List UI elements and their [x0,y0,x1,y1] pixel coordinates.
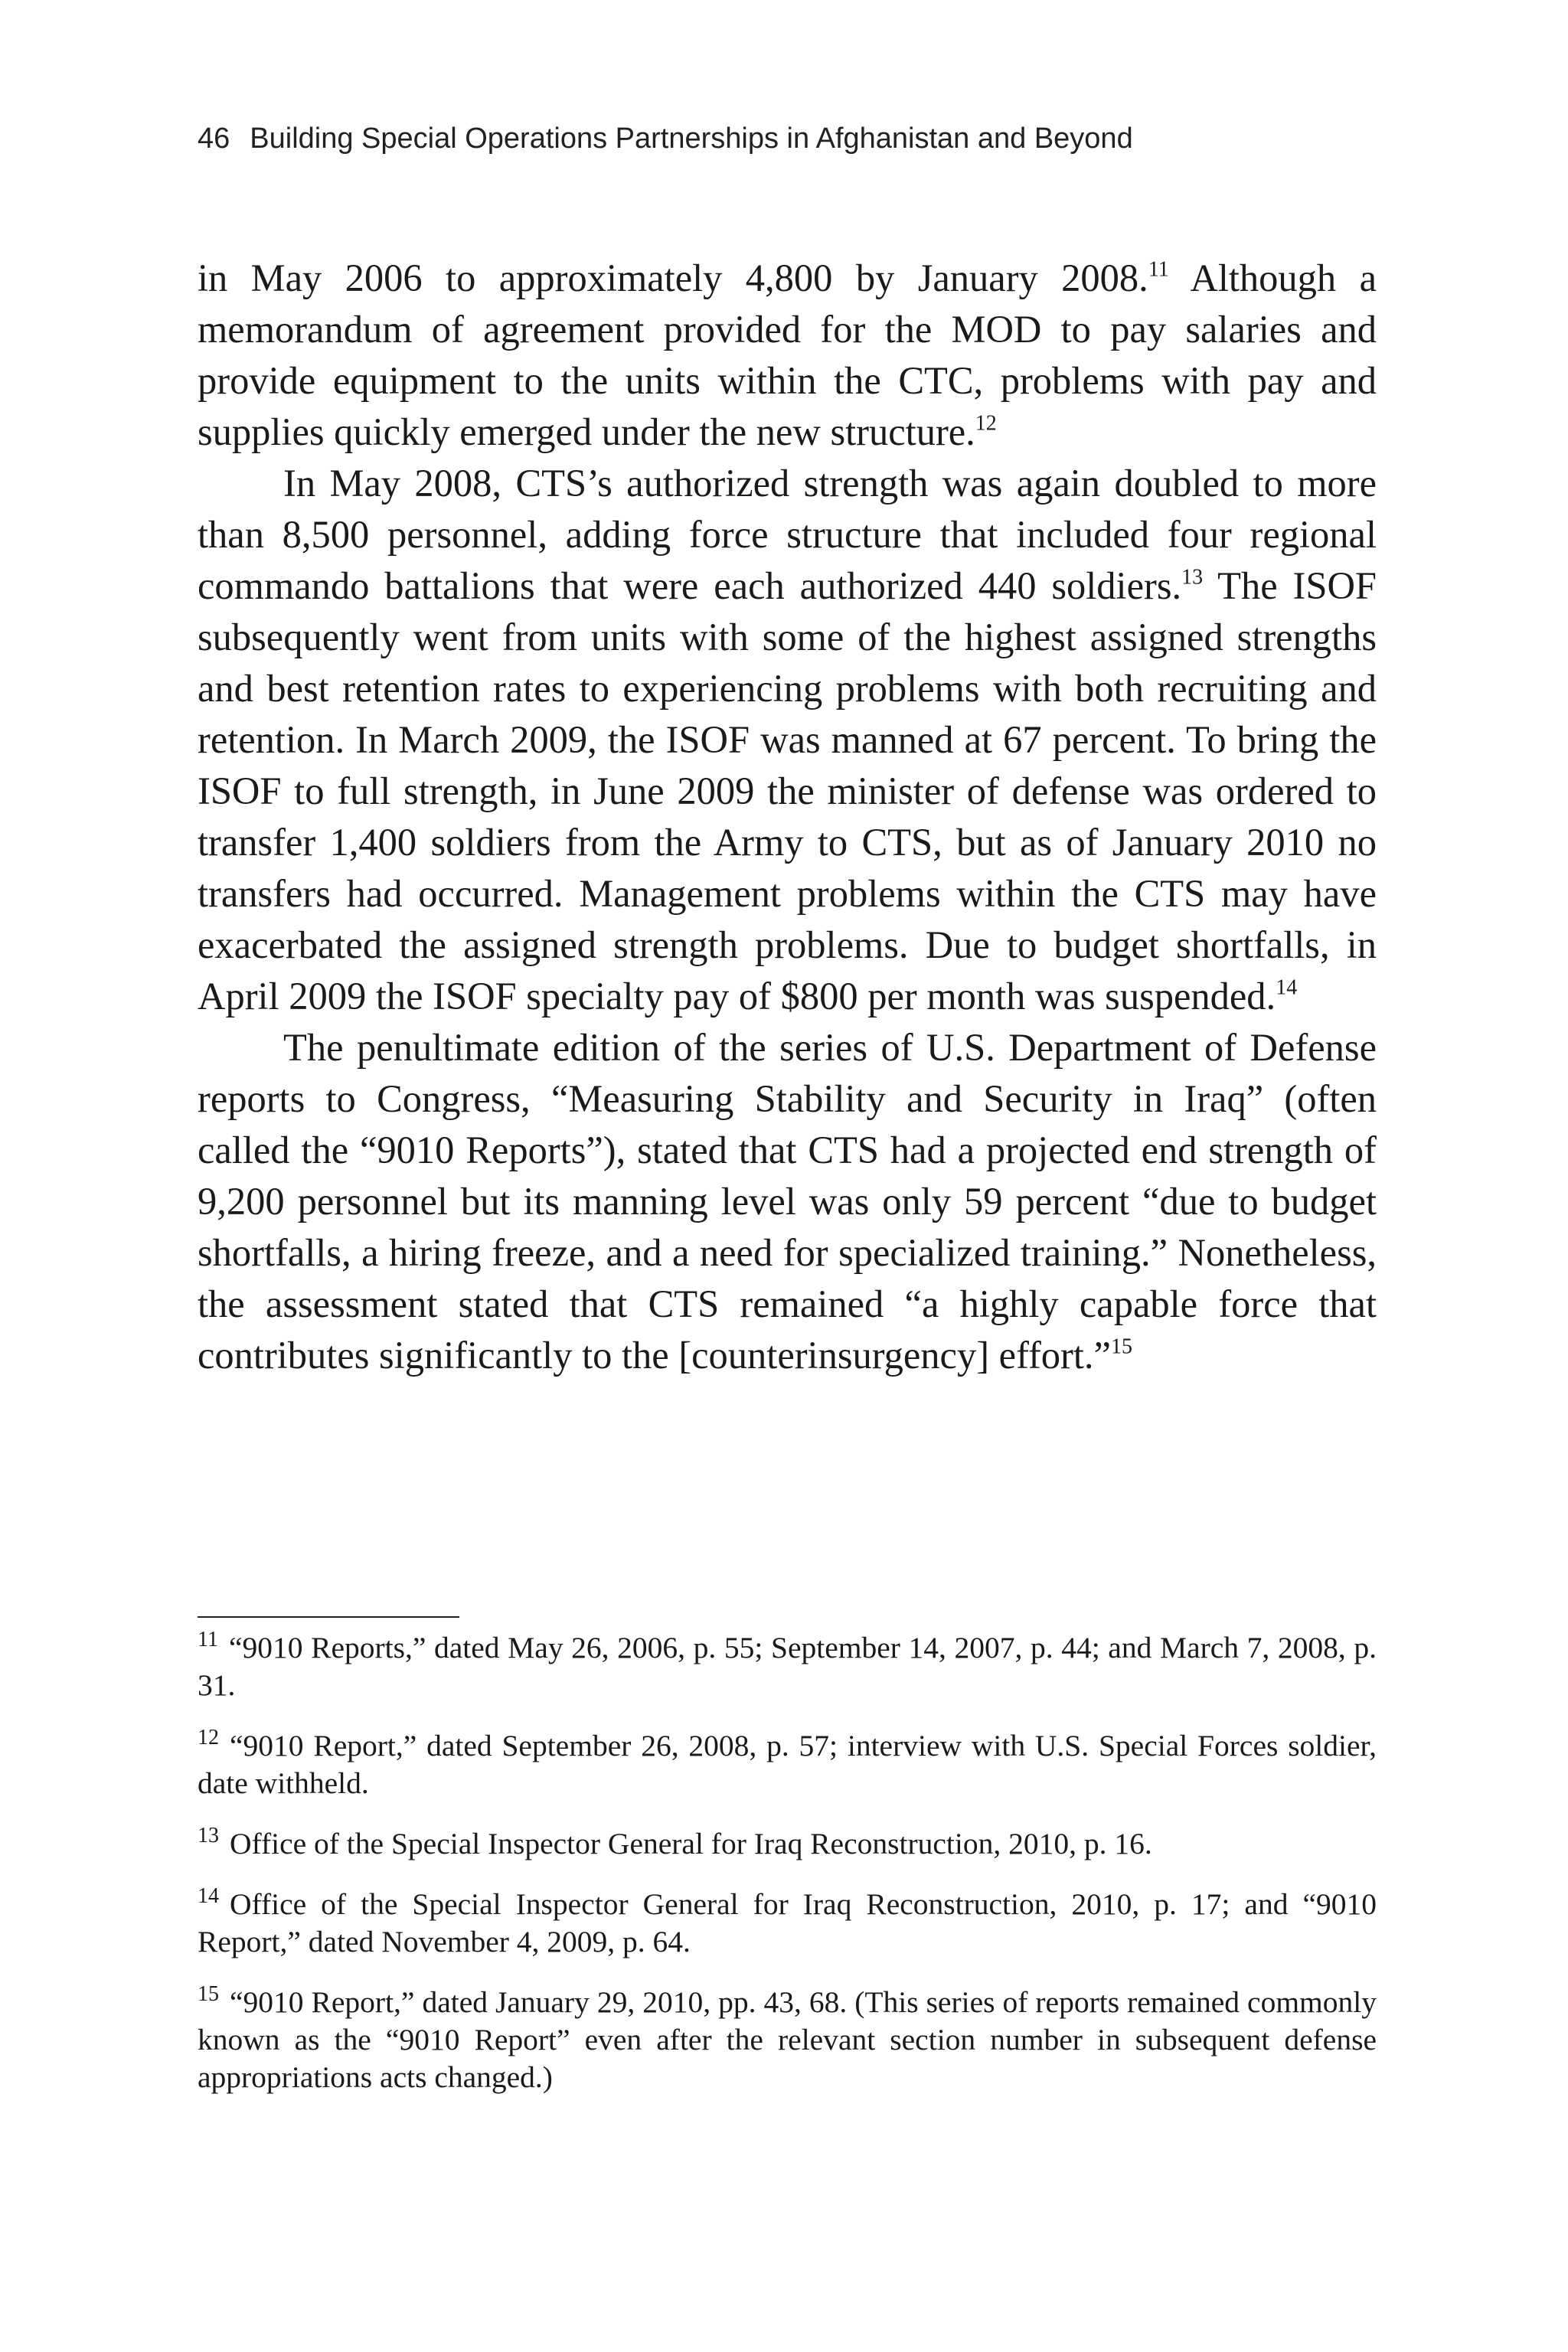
paragraph-text: In May 2008, CTS’s authorized strength was again doubled to more than 8,500 personnel, adding force structure that included four regional commando battalions that were each authorized 440 soldiers. [198,462,1377,607]
footnote-ref-13[interactable]: 13 [1181,565,1204,590]
paragraph-text: in May 2006 to approximately 4,800 by January 2008. [198,256,1148,299]
footnote-number: 11 [198,1627,218,1651]
running-title: Building Special Operations Partnerships in Afghanistan and Beyond [250,122,1133,155]
footnote-14 [198,1883,1377,1961]
footnote-number: 13 [198,1823,219,1847]
footnote-ref-15[interactable]: 15 [1110,1334,1132,1359]
footnote-text: “9010 Report,” dated January 29, 2010, pp. 43, 68. (This series of reports remained commonly known as the “9010 Report” even after the relevant section number in subsequent defense appropriations acts changed.) [198,1985,1377,2094]
footnote-text: Office of the Special Inspector General for Iraq Reconstruction, 2010, p. 16. [230,1827,1152,1860]
footnote-11 [198,1629,1377,1704]
footnote-12 [198,1727,1377,1802]
paragraph-text: The ISOF subsequently went from units with some of the highest assigned strengths and best retention rates to experiencing problems with both recruiting and retention. In March 2009, the ISOF was manned at 67 percent. To bring the ISOF to full strength, in June 2009 the minister of defense was ordered to transfer 1,400 soldiers from the Army to CTS, but as of January 2010 no transfers had occurred. Management problems within the CTS may have exacerbated the assigned strength problems. Due to budget shortfalls, in April 2009 the ISOF specialty pay of $800 per month was suspended. [198,564,1377,1018]
paragraph-text: Although a memorandum of agreement provided for the MOD to pay salaries and provide equipment to the units within the CTC, problems with pay and supplies quickly emerged under the new structure. [198,256,1377,453]
footnote-divider [198,1616,459,1618]
footnote-number: 12 [198,1725,219,1749]
paragraph-2 [198,458,1377,1022]
page-number: 46 [198,122,230,155]
body-text [198,253,1377,1381]
footnote-ref-12[interactable]: 12 [975,411,997,436]
footnote-ref-14[interactable]: 14 [1276,975,1298,1000]
footnote-text: “9010 Report,” dated September 26, 2008, p. 57; interview with U.S. Special Forces soldier, date withheld. [198,1729,1377,1800]
footnotes [198,1629,1377,2119]
paragraph-3 [198,1022,1377,1381]
footnote-text: Office of the Special Inspector General for Iraq Reconstruction, 2010, p. 17; and “9010 Report,” dated November 4, 2009, p. 64. [198,1887,1377,1958]
running-header [198,122,1133,155]
paragraph-1 [198,253,1377,458]
paragraph-text: The penultimate edition of the series of U.S. Department of Defense reports to Congress, “Measuring Stability and Security in Iraq” (often called the “9010 Reports”), stated that CTS had a projected end strength of 9,200 personnel but its manning level was only 59 percent “due to budget shortfalls, a hiring freeze, and a need for specialized training.” Nonetheless, the assessment stated that CTS remained “a highly capable force that contributes significantly to the [counterinsurgency] effort.” [198,1026,1377,1377]
footnote-number: 15 [198,1981,219,2006]
footnote-number: 14 [198,1883,219,1908]
footnote-15 [198,1981,1377,2096]
footnote-13 [198,1825,1377,1863]
footnote-text: “9010 Reports,” dated May 26, 2006, p. 55; September 14, 2007, p. 44; and March 7, 2008, p. 31. [198,1631,1377,1702]
footnote-ref-11[interactable]: 11 [1148,257,1169,282]
